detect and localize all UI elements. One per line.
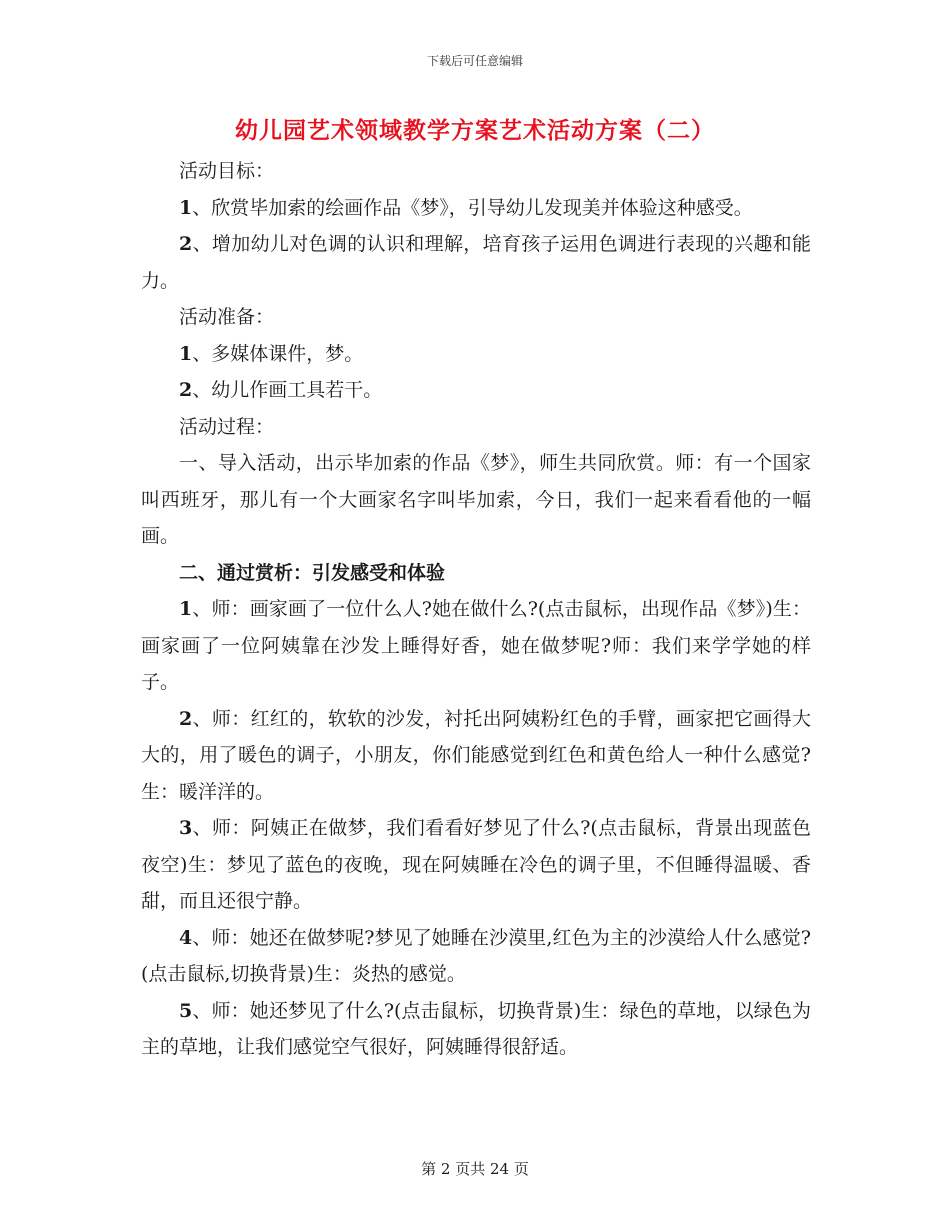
paragraph-text: 、欣赏毕加索的绘画作品《梦》，引导幼儿发现美并体验这种感受。 (192, 196, 753, 219)
paragraph-number: 2 (179, 707, 193, 730)
paragraph-number: 1 (179, 342, 193, 365)
paragraph-goal-1 (141, 190, 811, 227)
paragraph-text: 活动目标： (179, 160, 275, 182)
paragraph-text: 二、通过赏析：引发感受和体验 (179, 561, 446, 584)
paragraph-step-2-item-3 (141, 810, 811, 920)
header-note: 下载后可任意编辑 (426, 54, 523, 68)
document-body (141, 153, 811, 1066)
paragraph-process-heading (141, 409, 811, 446)
paragraph-text: 、多媒体课件，梦。 (192, 342, 364, 365)
paragraph-prep-1 (141, 336, 811, 373)
paragraph-number: 2 (179, 233, 193, 255)
paragraph-text: 、师：红红的，软软的沙发，衬托出阿姨粉红色的手臂，画家把它画得大大的，用了暖色的调子，小朋友，你们能感觉到红色和黄色给人一种什么感觉?生：暖洋洋的。 (141, 707, 811, 803)
paragraph-goal-2 (141, 226, 811, 299)
document-title: 幼儿园艺术领域教学方案艺术活动方案（二） (235, 117, 715, 144)
paragraph-step-2-heading (141, 555, 811, 592)
paragraph-text: 活动准备： (179, 306, 275, 328)
paragraph-number: 1 (179, 598, 193, 620)
paragraph-text: 、增加幼儿对色调的认识和理解，培育孩子运用色调进行表现的兴趣和能力。 (141, 233, 811, 292)
paragraph-text: 一、导入活动，出示毕加索的作品《梦》，师生共同欣赏。师：有一个国家叫西班牙，那儿有一个大画家名字叫毕加索，今日，我们一起来看看他的一幅画。 (141, 452, 811, 547)
paragraph-prep-heading (141, 299, 811, 336)
paragraph-number: 3 (179, 817, 193, 839)
paragraph-text: 、师：她还在做梦呢?梦见了她睡在沙漠里,红色为主的沙漠给人什么感觉?(点击鼠标,切换背景)生：炎热的感觉。 (141, 926, 811, 985)
paragraph-text: 、师：阿姨正在做梦，我们看看好梦见了什么?(点击鼠标，背景出现蓝色夜空)生：梦见了蓝色的夜晚，现在阿姨睡在冷色的调子里，不但睡得温暖、香甜，而且还很宁静。 (141, 817, 811, 912)
paragraph-number: 1 (179, 196, 193, 219)
paragraph-step-2-item-4 (141, 920, 811, 993)
paragraph-number: 4 (179, 926, 193, 949)
paragraph-step-2-item-5 (141, 993, 811, 1066)
paragraph-goal-heading (141, 153, 811, 190)
paragraph-step-2-item-2 (141, 701, 811, 811)
paragraph-prep-2 (141, 372, 811, 409)
paragraph-number: 5 (179, 999, 193, 1022)
paragraph-text: 、师：画家画了一位什么人?她在做什么?(点击鼠标，出现作品《梦》)生：画家画了一位阿姨靠在沙发上睡得好香，她在做梦呢?师：我们来学学她的样子。 (141, 598, 811, 693)
paragraph-text: 、幼儿作画工具若干。 (192, 379, 383, 401)
paragraph-text: 、师：她还梦见了什么?(点击鼠标，切换背景)生：绿色的草地，以绿色为主的草地，让我们感觉空气很好，阿姨睡得很舒适。 (141, 999, 811, 1058)
page-footer: 第 2 页共 24 页 (421, 1160, 529, 1178)
paragraph-number: 2 (179, 379, 193, 401)
paragraph-step-1 (141, 445, 811, 555)
paragraph-text: 活动过程： (179, 415, 275, 438)
paragraph-step-2-item-1 (141, 591, 811, 701)
